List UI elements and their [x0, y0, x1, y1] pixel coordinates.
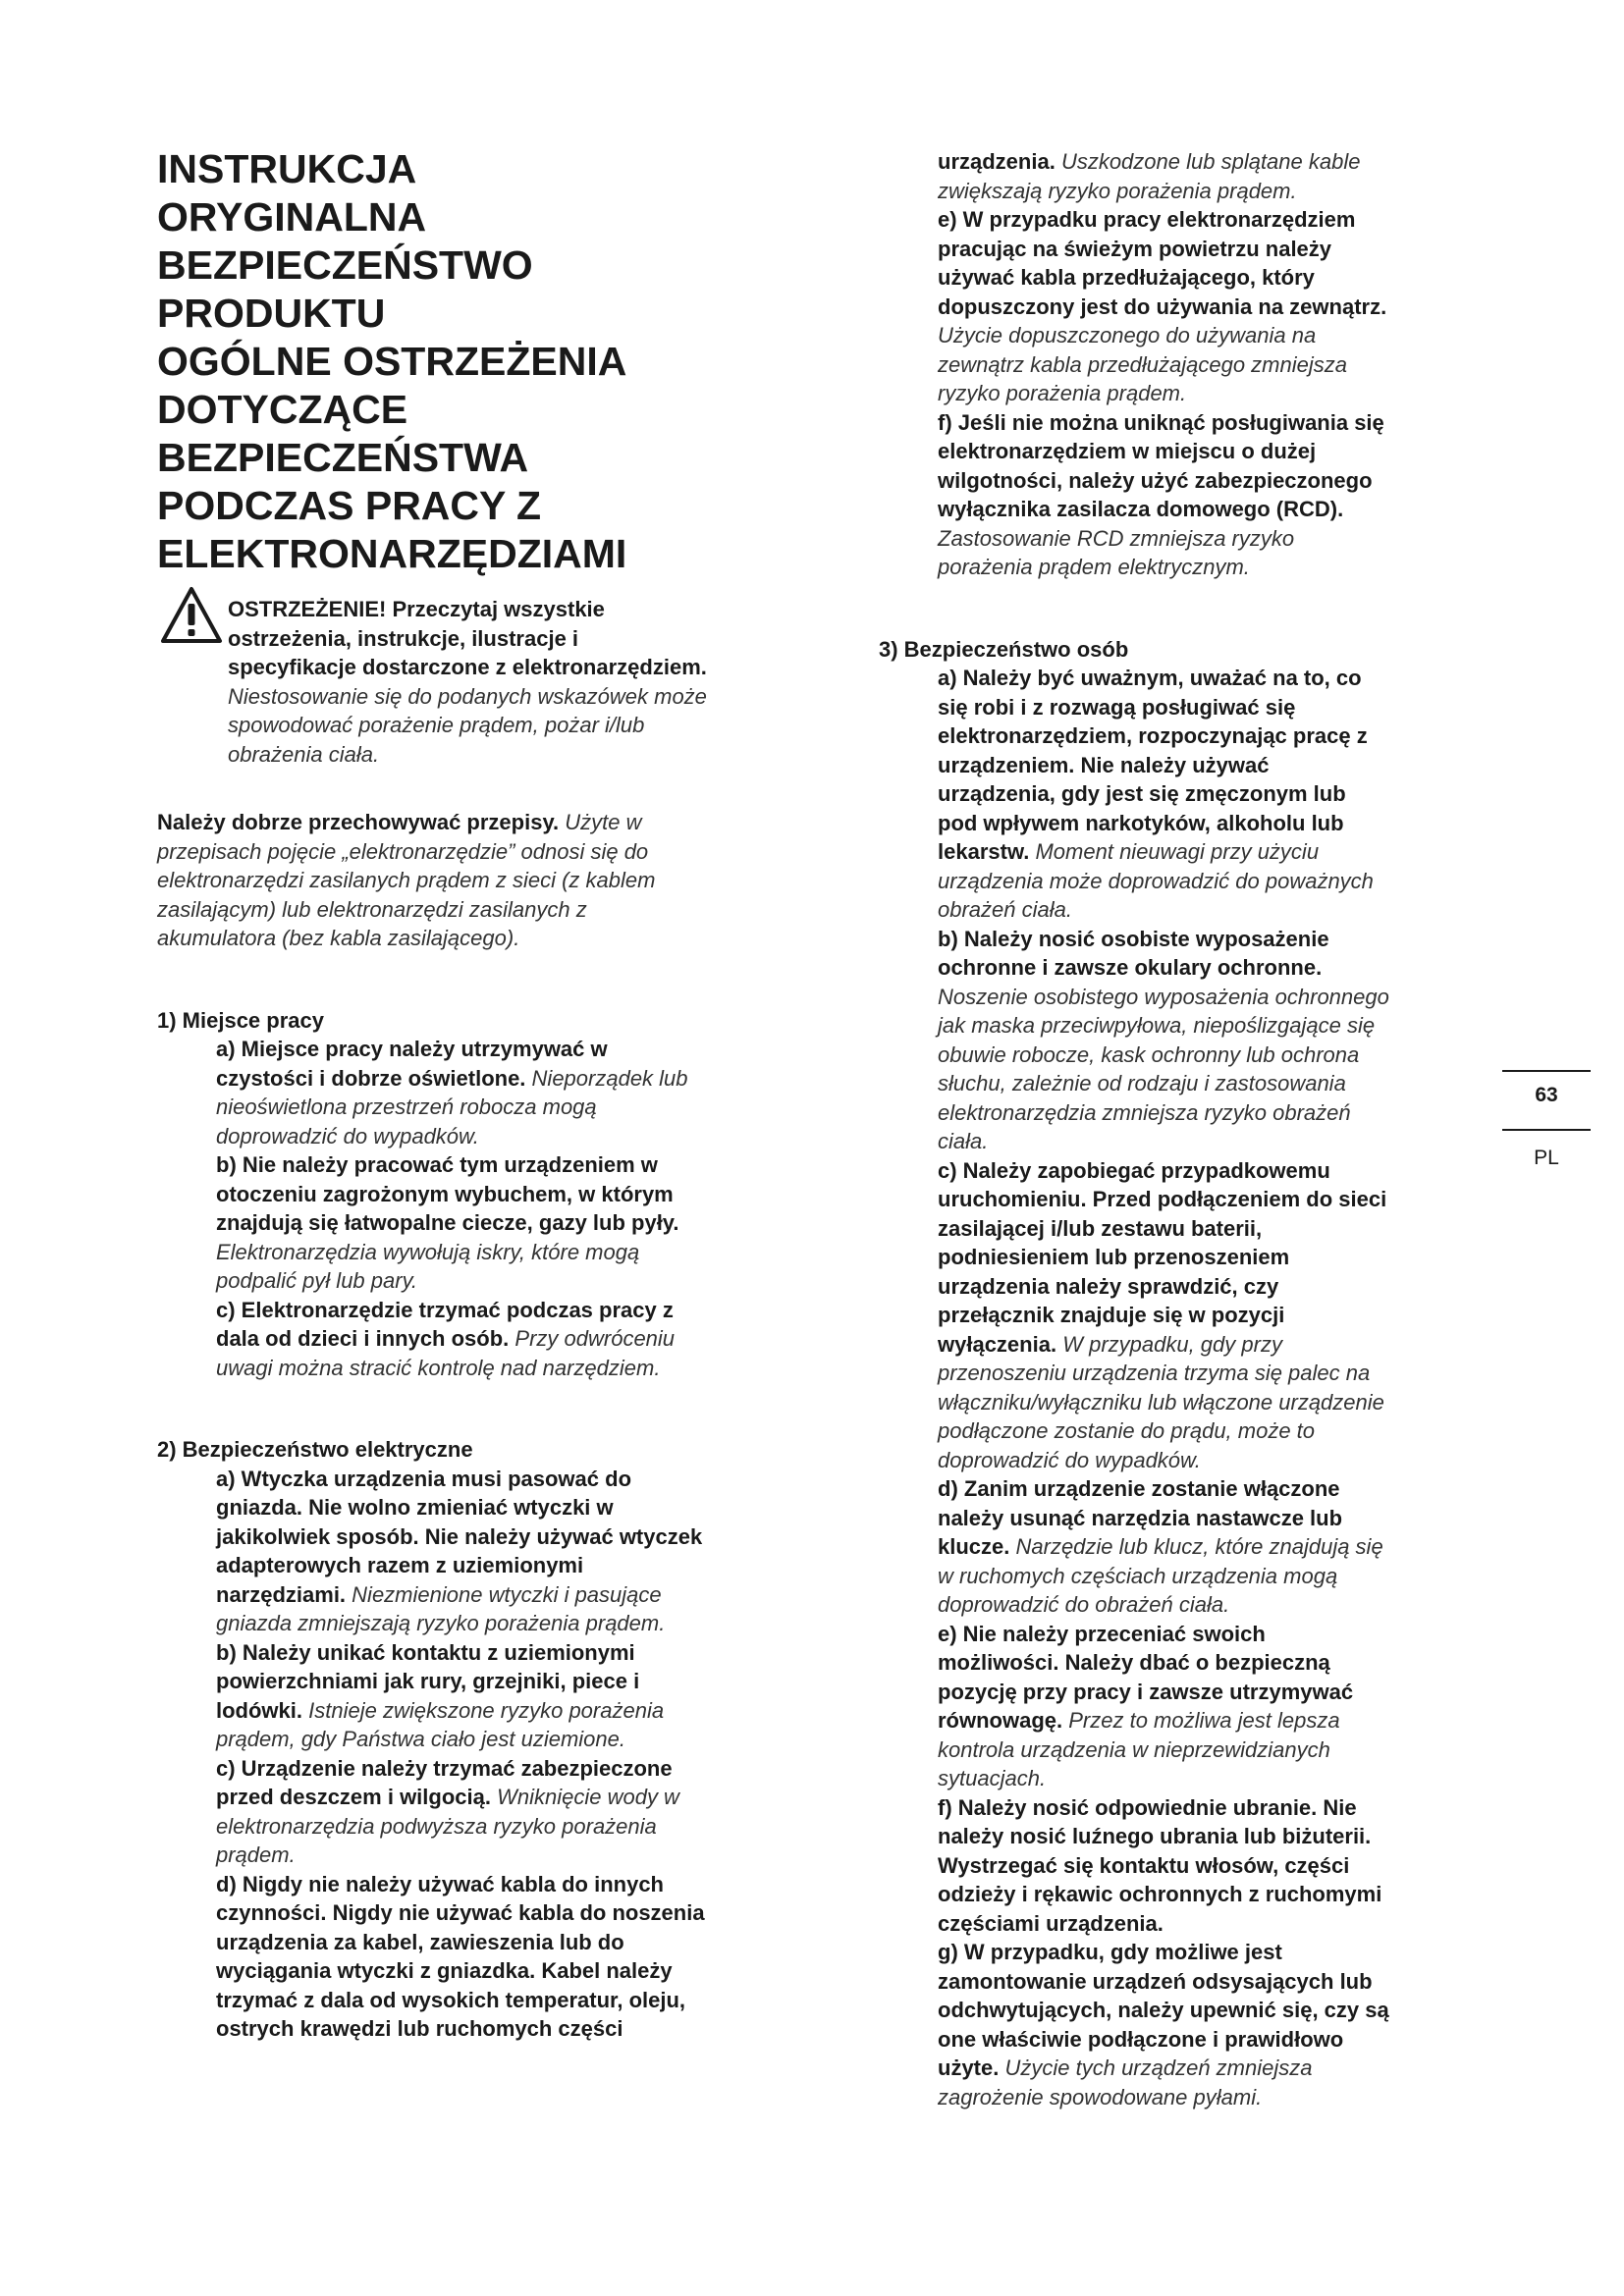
list-item: c) Należy zapobiegać przypadkowemu uruchomieniu. Przed podłączeniem do sieci zasilającej i/lub zestawu baterii, podniesieniem lub przenoszeniem urządzenia należy sprawdzić, czy przełącznik znajduje się w pozycji wyłączenia. W przypadku, gdy przy przenoszeniu urządzenia trzyma się palec na włączniku/wyłączniku lub włączone urządzenie podłączone zostanie do prądu, może to doprowadzić do wypadków. [938, 1157, 1387, 1472]
title-line: OGÓLNE OSTRZEŻENIA [157, 339, 627, 384]
language-code: PL [1534, 1147, 1559, 1169]
title-line: DOTYCZĄCE [157, 387, 408, 432]
page-number: 63 [1535, 1084, 1558, 1106]
list-item: d) Nigdy nie należy używać kabla do innych czynności. Nigdy nie używać kabla do noszenia urządzenia za kabel, zawieszenia lub do wyciągania wtyczki z gniazdka. Kabel należy trzymać z dala od wysokich temperatur, oleju, ostrych krawędzi lub ruchomych części [216, 1871, 705, 2041]
list-item: b) Należy nosić osobiste wyposażenie ochronne i zawsze okulary ochronne. Noszenie osobistego wyposażenia ochronnego jak maska przeciwpyłowa, niepoślizgające się obuwie robocze, kask ochronny lub ochrona słuchu, zależnie od rodzaju i zastosowania elektronarzędzia zmniejsza ryzyko obrażeń ciała. [938, 926, 1389, 1153]
list-item: g) W przypadku, gdy możliwe jest zamontowanie urządzeń odsysających lub odchwytujących, należy upewnić się, czy są one właściwie podłączone i prawidłowo użyte. Użycie tych urządzeń zmniejsza zagrożenie spowodowane pyłami. [938, 1940, 1389, 2109]
title-line: BEZPIECZEŃSTWO [157, 242, 533, 288]
keep-bold-text: Należy dobrze przechowywać przepisy. [157, 810, 560, 834]
list-item: e) Nie należy przeceniać swoich możliwości. Należy dbać o bezpieczną pozycję przy pracy i zawsze utrzymywać równowagę. Przez to możliwa jest lepsza kontrola urządzenia w nieprzewidzianych sytuacjach. [938, 1621, 1354, 1790]
right-column [879, 147, 1389, 2111]
title-line: INSTRUKCJA [157, 146, 417, 191]
keep-italic-text: Użyte w przepisach pojęcie „elektronarzędzie” odnosi się do elektronarzędzi zasilanych prądem z sieci (z kablem zasilającym) lub elektronarzędzi zasilanych z akumulatora (bez kabla zasilającego). [157, 810, 656, 950]
list-item: d) Zanim urządzenie zostanie włączone należy usunąć narzędzia nastawcze lub klucze. Narzędzie lub klucz, które znajdują się w ruchomych częściach urządzenia mogą doprowadzić do obrażeń ciała. [938, 1476, 1383, 1617]
title-line: PRODUKTU [157, 291, 386, 336]
list-item: a) Wtyczka urządzenia musi pasować do gniazda. Nie wolno zmieniać wtyczki w jakikolwiek sposób. Nie należy używać wtyczek adapterowych razem z uziemionymi narzędziami. Niezmienione wtyczki i pasujące gniazda zmniejszają ryzyko porażenia prądem. [216, 1466, 703, 1635]
warning-bold-text: OSTRZEŻENIE! Przeczytaj wszystkie ostrzeżenia, instrukcje, ilustracje i specyfikacje dostarczone z elektronarzędziem. [228, 597, 707, 679]
list-item: b) Należy unikać kontaktu z uziemionymi powierzchniami jak rury, grzejniki, piece i lodówki. Istnieje zwiększone ryzyko porażenia prądem, gdy Państwa ciało jest uziemione. [216, 1639, 665, 1751]
section-heading-work-area: 1) Miejsce pracy [157, 1007, 324, 1033]
list-item: a) Należy być uważnym, uważać na to, co się robi i z rozwagą posługiwać się elektronarzędziem, rozpoczynając pracę z urządzeniem. Nie należy używać urządzenia, gdy jest się zmęczonym lub pod wpływem narkotyków, alkoholu lub lekarstw. Moment nieuwagi przy użyciu urządzenia może doprowadzić do poważnych obrażeń ciała. [938, 666, 1374, 922]
list-item: f) Jeśli nie można uniknąć posługiwania się elektronarzędziem w miejscu o dużej wilgotności, należy użyć zabezpieczonego wyłącznika zasilacza domowego (RCD). Zastosowanie RCD zmniejsza ryzyko porażenia prądem elektrycznym. [938, 409, 1384, 579]
title-line: ORYGINALNA [157, 194, 427, 240]
list-item: b) Nie należy pracować tym urządzeniem w otoczeniu zagrożonym wybuchem, w którym znajdują się łatwopalne ciecze, gazy lub pyły. Elektronarzędzia wywołują iskry, które mogą podpalić pył lub pary. [216, 1152, 679, 1293]
list-item: c) Elektronarzędzie trzymać podczas pracy z dala od dzieci i innych osób. Przy odwróceniu uwagi można stracić kontrolę nad narzędziem. [216, 1297, 676, 1380]
page-number-divider-bottom [1502, 1129, 1591, 1131]
section-heading-personal-safety: 3) Bezpieczeństwo osób [879, 636, 1129, 662]
list-item: e) W przypadku pracy elektronarzędziem pracując na świeżym powietrzu należy używać kabla przedłużającego, który dopuszczony jest do używania na zewnątrz. Użycie dopuszczonego do używania na zewnątrz kabla przedłużającego zmniejsza ryzyko porażenia prądem. [938, 207, 1387, 405]
general-warning [157, 595, 707, 769]
page-number-divider-top [1502, 1070, 1591, 1072]
warning-italic-text: Niestosowanie się do podanych wskazówek może spowodować porażenie prądem, pożar i/lub obrażenia ciała. [228, 683, 707, 767]
title-line: BEZPIECZEŃSTWA [157, 435, 529, 480]
title-line: PODCZAS PRACY Z [157, 483, 542, 528]
title-line: ELEKTRONARZĘDZIAMI [157, 531, 627, 576]
list-item: f) Należy nosić odpowiednie ubranie. Nie należy nosić luźnego ubrania lub biżuterii. Wystrzegać się kontaktu włosów, części odzieży i rękawic ochronnych z ruchomymi częściami urządzenia. [938, 1794, 1382, 1936]
keep-instructions [157, 808, 707, 953]
left-column [157, 595, 707, 2044]
list-item: a) Miejsce pracy należy utrzymywać w czystości i dobrze oświetlone. Nieporządek lub nieoświetlona przestrzeń robocza mogą doprowadzić do wypadków. [216, 1037, 688, 1148]
list-item: c) Urządzenie należy trzymać zabezpieczone przed deszczem i wilgocią. Wniknięcie wody w elektronarzędzia podwyższa ryzyko porażenia prądem. [216, 1755, 679, 1867]
list-item-continuation: urządzenia. Uszkodzone lub splątane kable zwiększają ryzyko porażenia prądem. [938, 149, 1361, 203]
section-heading-electrical-safety: 2) Bezpieczeństwo elektryczne [157, 1437, 473, 1462]
page-title [157, 145, 746, 578]
